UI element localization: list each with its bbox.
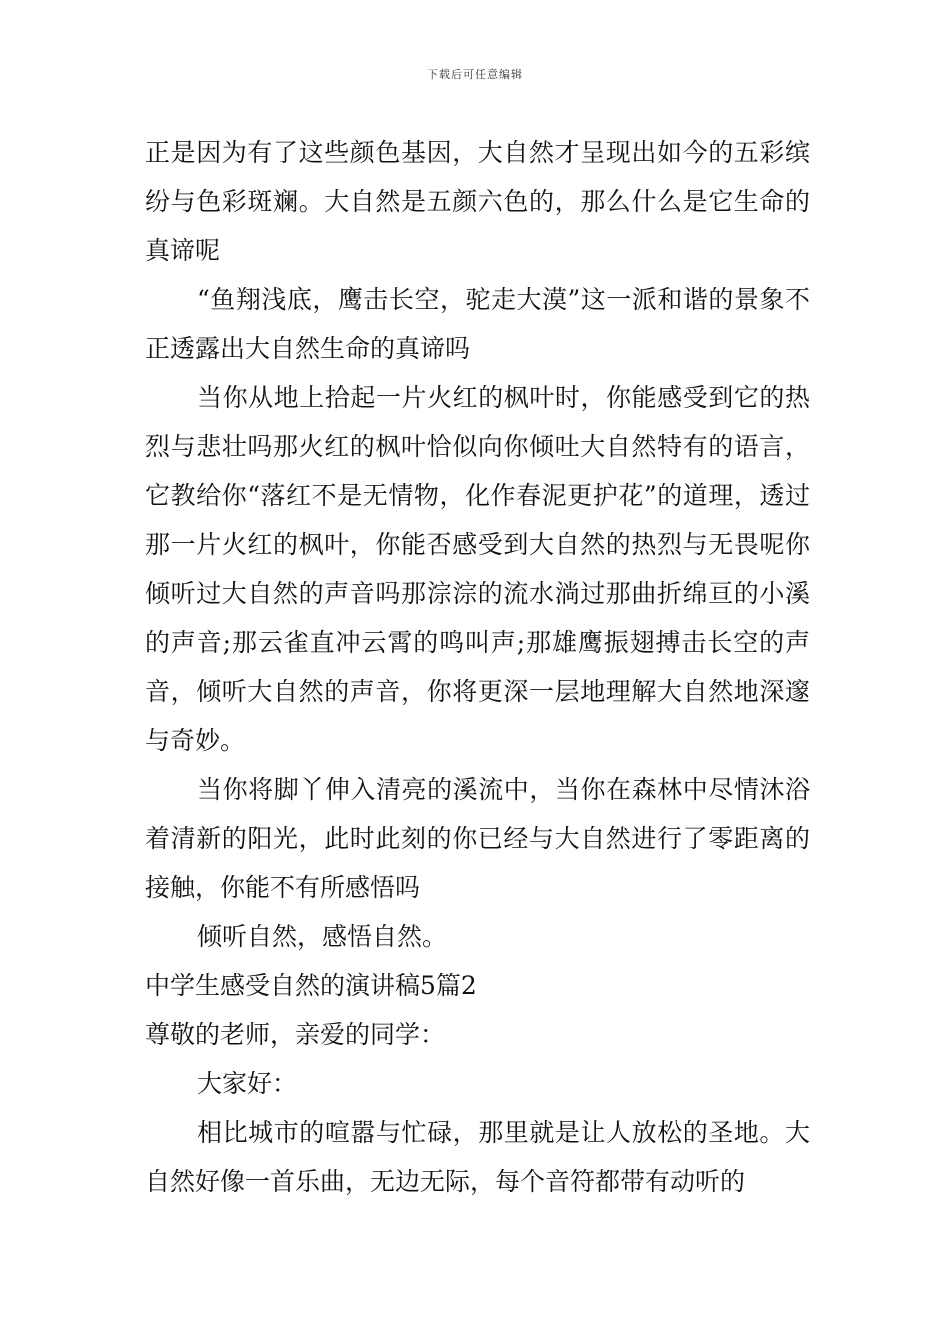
- salutation: 尊敬的老师，亲爱的同学：: [145, 1020, 446, 1049]
- greeting: 大家好：: [197, 1069, 298, 1098]
- section-heading: 中学生感受自然的演讲稿5篇2: [145, 971, 477, 1000]
- header-note: 下载后可任意编辑: [427, 68, 523, 81]
- document-body: [145, 128, 810, 1206]
- paragraph: 正是因为有了这些颜色基因，大自然才呈现出如今的五彩缤纷与色彩斑斓。大自然是五颜六色的，那么什么是它生命的真谛呢: [145, 138, 810, 265]
- paragraph: 相比城市的喧嚣与忙碌，那里就是让人放松的圣地。大自然好像一首乐曲，无边无际，每个音符都带有动听的: [145, 1118, 810, 1196]
- paragraph: 当你从地上拾起一片火红的枫叶时，你能感受到它的热烈与悲壮吗那火红的枫叶恰似向你倾吐大自然特有的语言，它教给你“落红不是无情物，化作春泥更护花”的道理，透过那一片火红的枫叶，你能否感受到大自然的热烈与无畏呢你倾听过大自然的声音吗那淙淙的流水淌过那曲折绵亘的小溪的声音;那云雀直冲云霄的鸣叫声;那雄鹰振翅搏击长空的声音，倾听大自然的声音，你将更深一层地理解大自然地深邃与奇妙。: [145, 383, 810, 755]
- paragraph: 当你将脚丫伸入清亮的溪流中，当你在森林中尽情沐浴着清新的阳光，此时此刻的你已经与大自然进行了零距离的接触，你能不有所感悟吗: [145, 775, 810, 902]
- paragraph: “鱼翔浅底，鹰击长空，驼走大漠”这一派和谐的景象不正透露出大自然生命的真谛吗: [145, 285, 810, 363]
- paragraph: 倾听自然，感悟自然。: [197, 922, 448, 951]
